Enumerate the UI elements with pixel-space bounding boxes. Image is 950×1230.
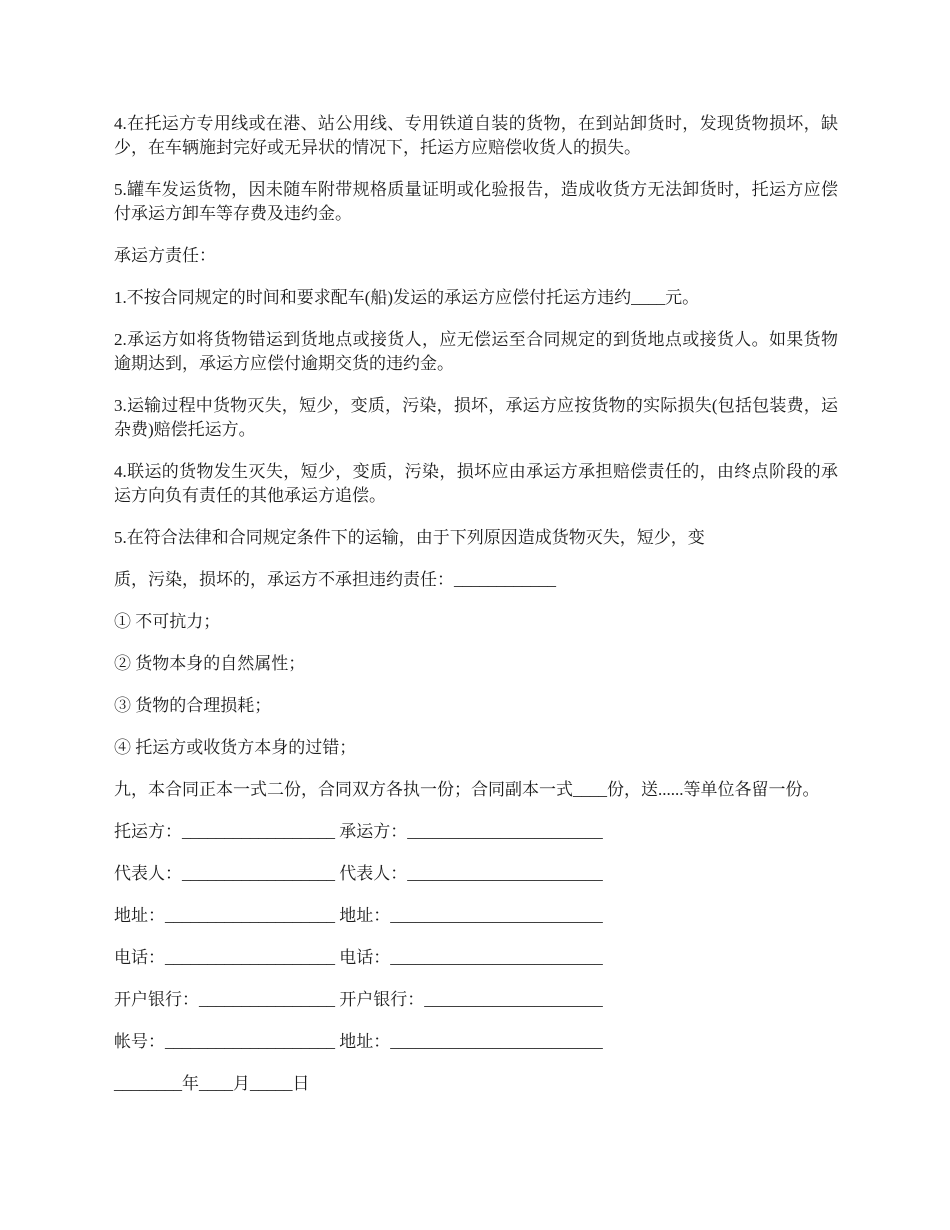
- signature-line-account: 帐号：____________________ 地址：_________________________: [114, 1032, 603, 1051]
- signature-line-address: 地址：____________________ 地址：_________________________: [114, 906, 603, 925]
- signature-line-party: 托运方：__________________ 承运方：_______________________: [114, 822, 603, 841]
- carrier-clause-5-line-1: 5.在符合法律和合同规定条件下的运输，由于下列原因造成货物灭失，短少，变: [114, 528, 705, 547]
- exemption-item-1: ① 不可抗力；: [114, 612, 221, 631]
- signature-line-representative: 代表人：__________________ 代表人：_______________________: [114, 864, 603, 883]
- carrier-clause-4: 4.联运的货物发生灭失，短少，变质，污染，损坏应由承运方承担赔偿责任的，由终点阶段的承运方向负有责任的其他承运方追偿。: [114, 462, 838, 505]
- carrier-clause-3: 3.运输过程中货物灭失，短少，变质，污染，损坏，承运方应按货物的实际损失(包括包装费，运杂费)赔偿托运方。: [114, 396, 838, 439]
- exemption-item-3: ③ 货物的合理损耗；: [114, 696, 272, 715]
- clause-4-shipper: 4.在托运方专用线或在港、站公用线、专用铁道自装的货物，在到站卸货时，发现货物损坏，缺少，在车辆施封完好或无异状的情况下，托运方应赔偿收货人的损失。: [114, 114, 838, 157]
- document-page: [114, 112, 838, 1114]
- carrier-clause-5-line-2: 质，污染，损坏的，承运方不承担违约责任：____________: [114, 570, 556, 589]
- signature-line-phone: 电话：____________________ 电话：_________________________: [114, 948, 603, 967]
- carrier-clause-1: 1.不按合同规定的时间和要求配车(船)发运的承运方应偿付托运方违约____元。: [114, 288, 700, 307]
- exemption-item-4: ④ 托运方或收货方本身的过错；: [114, 738, 357, 757]
- clause-5-tank-car: 5.罐车发运货物，因未随车附带规格质量证明或化验报告，造成收货方无法卸货时，托运方应偿付承运方卸车等存费及违约金。: [114, 180, 838, 223]
- carrier-liability-heading: 承运方责任：: [114, 246, 216, 265]
- carrier-clause-2: 2.承运方如将货物错运到货地点或接货人，应无偿运至合同规定的到货地点或接货人。如果货物逾期达到，承运方应偿付逾期交货的违约金。: [114, 330, 838, 373]
- date-line: ________年____月_____日: [114, 1074, 310, 1093]
- signature-line-bank: 开户银行：________________ 开户银行：_____________________: [114, 990, 603, 1009]
- clause-9-copies: 九，本合同正本一式二份，合同双方各执一份；合同副本一式____份，送......等单位各留一份。: [114, 780, 820, 799]
- exemption-item-2: ② 货物本身的自然属性；: [114, 654, 306, 673]
- signature-block: [114, 820, 838, 1096]
